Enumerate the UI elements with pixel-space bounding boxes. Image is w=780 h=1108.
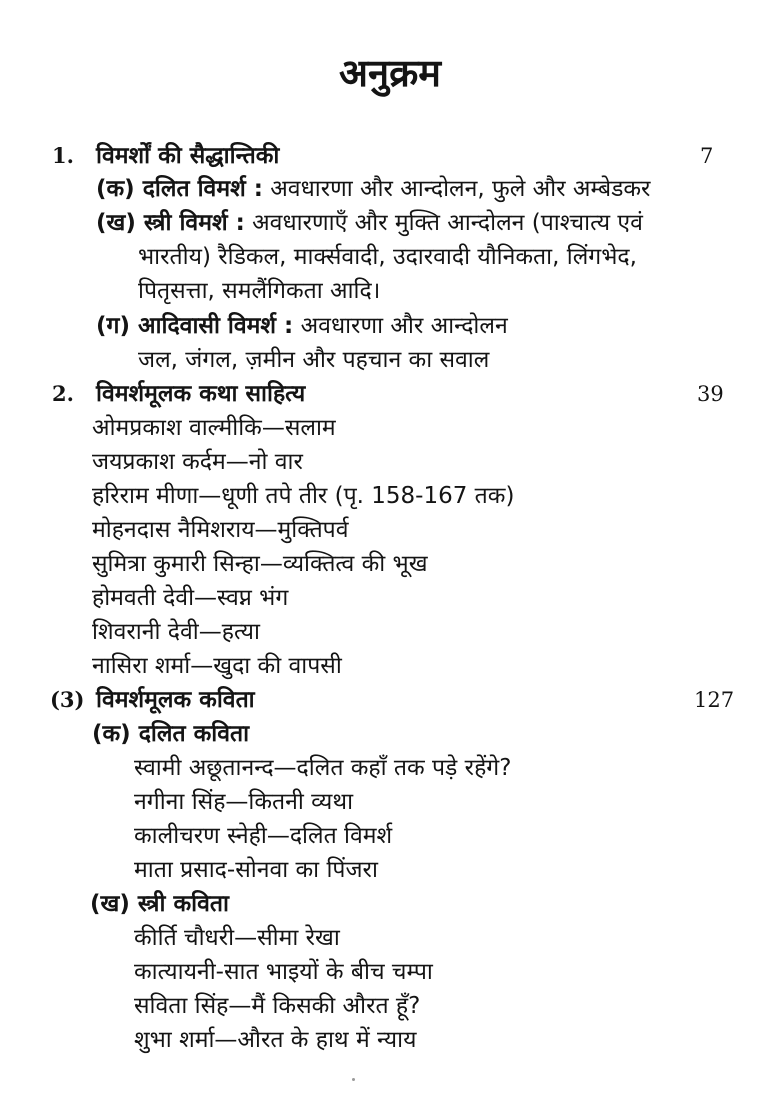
section-1-page: 7 (700, 144, 714, 168)
section-2-heading: विमर्शमूलक कथा साहित्य (96, 381, 306, 407)
section-1-ga-label: (ग) आदिवासी विमर्श : (96, 313, 294, 339)
list-item: कात्यायनी-सात भाइयों के बीच चम्पा (134, 959, 433, 985)
list-item: शुभा शर्मा—औरत के हाथ में न्याय (134, 1027, 417, 1053)
subsection-kha-heading: (ख) स्त्री कविता (90, 891, 229, 917)
section-1-ka-label: (क) दलित विमर्श : (96, 176, 263, 202)
section-1-heading: विमर्शों की सैद्धान्तिकी (96, 143, 280, 169)
section-2-number: 2. (52, 381, 74, 406)
list-item: नासिरा शर्मा—खुदा की वापसी (92, 653, 342, 679)
section-1-kha-line-3: पितृसत्ता, समलैंगिकता आदि। (138, 278, 381, 304)
list-item: जयप्रकाश कर्दम—नो वार (92, 449, 303, 475)
list-item: हरिराम मीणा—धूणी तपे तीर (पृ. 158-167 तक) (92, 483, 515, 509)
list-item: होमवती देवी—स्वप्न भंग (92, 585, 289, 611)
section-1-kha-line (96, 207, 643, 239)
section-1-number: 1. (52, 143, 74, 168)
list-item: नगीना सिंह—कितनी व्यथा (134, 789, 354, 815)
list-item: माता प्रसाद-सोनवा का पिंजरा (134, 857, 378, 883)
section-2-page: 39 (697, 382, 724, 406)
section-1-kha-line-2: भारतीय) रैडिकल, मार्क्सवादी, उदारवादी यौनिकता, लिंगभेद, (138, 244, 637, 270)
subsection-ka-heading: (क) दलित कविता (92, 721, 250, 747)
section-3-number: (3) (50, 687, 85, 712)
section-1-kha-text: अवधारणाएँ और मुक्ति आन्दोलन (पाश्चात्य एवं (252, 210, 643, 236)
section-1-ga-line-2: जल, जंगल, ज़मीन और पहचान का सवाल (138, 347, 490, 373)
list-item: कालीचरण स्नेही—दलित विमर्श (134, 823, 393, 849)
section-1-ga-text: अवधारणा और आन्दोलन (300, 313, 508, 339)
section-1-ka-text: अवधारणा और आन्दोलन, फुले और अम्बेडकर (270, 176, 651, 202)
list-item: सविता सिंह—मैं किसकी औरत हूँ? (134, 993, 421, 1019)
section-3-page: 127 (694, 688, 735, 712)
list-item: ओमप्रकाश वाल्मीकि—सलाम (92, 415, 336, 441)
list-item: कीर्ति चौधरी—सीमा रेखा (134, 925, 340, 951)
scan-speck (352, 1078, 355, 1081)
page-title: अनुक्रम (338, 51, 442, 95)
section-1-kha-label: (ख) स्त्री विमर्श : (96, 210, 245, 236)
list-item: मोहनदास नैमिशराय—मुक्तिपर्व (92, 517, 349, 543)
list-item: शिवरानी देवी—हत्या (92, 619, 260, 645)
section-1-ga-line (96, 310, 508, 342)
section-3-heading: विमर्शमूलक कविता (96, 687, 255, 713)
section-1-ka-line (96, 173, 650, 205)
list-item: स्वामी अछूतानन्द—दलित कहाँ तक पड़े रहेंगे? (134, 755, 512, 781)
list-item: सुमित्रा कुमारी सिन्हा—व्यक्तित्व की भूख (92, 551, 428, 577)
